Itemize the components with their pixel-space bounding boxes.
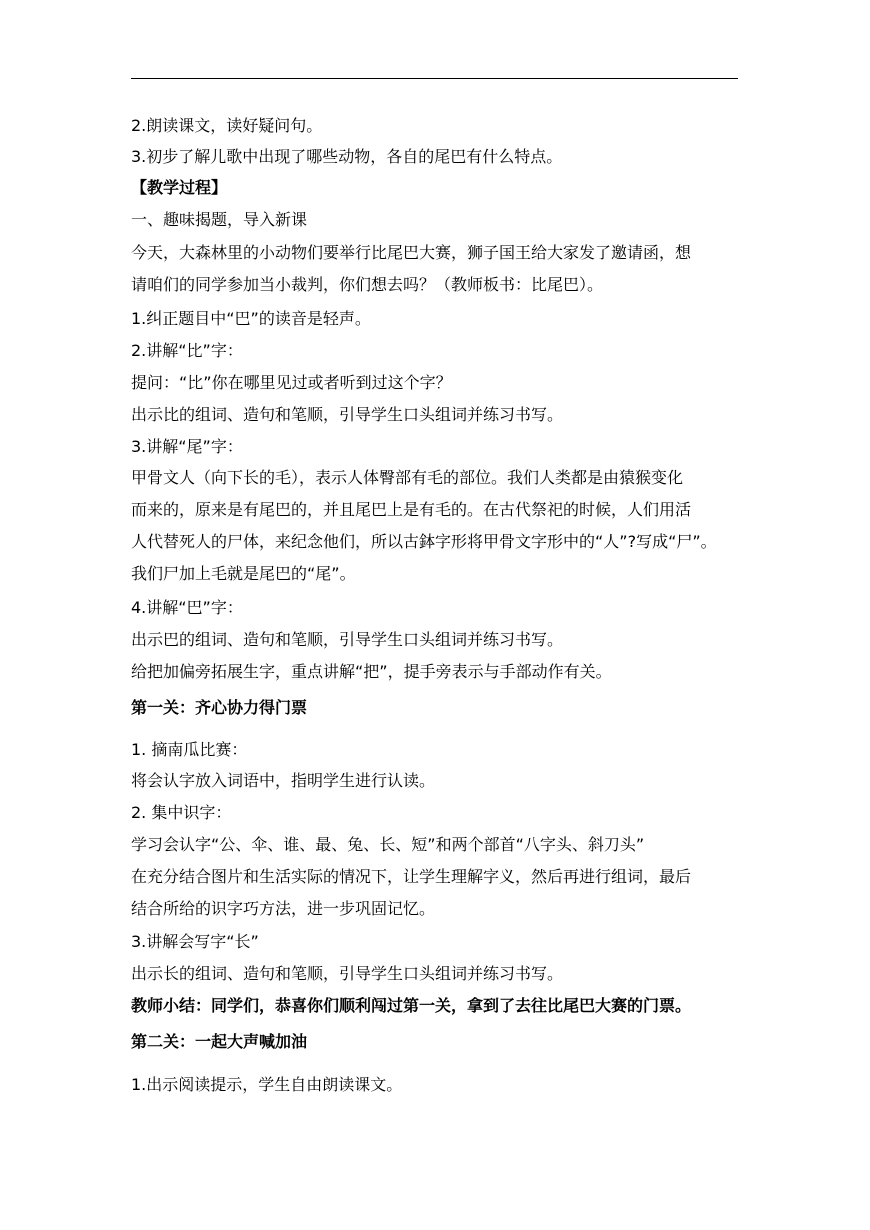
paragraph-line: 提问：“比”你在哪里见过或者听到过这个字？ — [131, 373, 452, 392]
list-item: 2. 集中识字： — [131, 803, 232, 822]
list-item: 4.讲解“巴”字： — [131, 598, 243, 617]
paragraph-line: 给把加偏旁拓展生字，重点讲解“把”，提手旁表示与手部动作有关。 — [131, 662, 612, 681]
paragraph-line: 我们尸加上毛就是尾巴的“尾”。 — [131, 564, 356, 583]
list-item: 3.讲解“尾”字： — [131, 437, 243, 456]
list-item: 1. 摘南瓜比赛： — [131, 740, 248, 759]
paragraph-line: 今天，大森林里的小动物们要举行比尾巴大赛，狮子国王给大家发了邀请函，想 — [131, 243, 692, 262]
step-1-heading: 一、趣味揭题，导入新课 — [131, 210, 308, 229]
level-1-heading: 第一关：齐心协力得门票 — [131, 698, 308, 717]
paragraph-line: 出示长的组词、造句和笔顺，引导学生口头组词并练习书写。 — [131, 964, 564, 983]
paragraph-line: 出示比的组词、造句和笔顺，引导学生口头组词并练习书写。 — [131, 405, 564, 424]
paragraph-line: 甲骨文人（向下长的毛），表示人体臀部有毛的部位。我们人类都是由猿猴变化 — [131, 468, 684, 487]
paragraph-line: 结合所给的识字巧方法，进一步巩固记忆。 — [131, 899, 436, 918]
objective-2: 2.朗读课文，读好疑问句。 — [131, 116, 323, 135]
paragraph-line: 在充分结合图片和生活实际的情况下，让学生理解字义，然后再进行组词，最后 — [131, 867, 692, 886]
list-item: 3.讲解会写字“长” — [131, 932, 259, 951]
paragraph-line: 将会认字放入词语中，指明学生进行认读。 — [131, 771, 436, 790]
teacher-summary: 教师小结：同学们，恭喜你们顺利闯过第一关，拿到了去往比尾巴大赛的门票。 — [131, 996, 692, 1015]
list-item: 1.纠正题目中“巴”的读音是轻声。 — [131, 309, 371, 328]
header-rule — [131, 78, 738, 79]
section-heading-process: 【教学过程】 — [131, 178, 228, 197]
list-item: 2.讲解“比”字： — [131, 341, 243, 360]
paragraph-line: 出示巴的组词、造句和笔顺，引导学生口头组词并练习书写。 — [131, 630, 564, 649]
list-item: 1.出示阅读提示，学生自由朗读课文。 — [131, 1075, 403, 1094]
paragraph-line: 人代替死人的尸体，来纪念他们，所以古鉢字形将甲骨文字形中的“人”?写成“尸”。 — [131, 532, 717, 551]
paragraph-line: 学习会认字“公、伞、谁、最、兔、长、短”和两个部首“八字头、斜刀头” — [131, 835, 645, 854]
level-2-heading: 第二关：一起大声喊加油 — [131, 1032, 308, 1051]
objective-3: 3.初步了解儿歌中出现了哪些动物，各自的尾巴有什么特点。 — [131, 147, 563, 166]
paragraph-line: 请咱们的同学参加当小裁判，你们想去吗？（教师板书：比尾巴）。 — [131, 275, 604, 294]
paragraph-line: 而来的，原来是有尾巴的，并且尾巴上是有毛的。在古代祭祀的时候，人们用活 — [131, 500, 692, 519]
